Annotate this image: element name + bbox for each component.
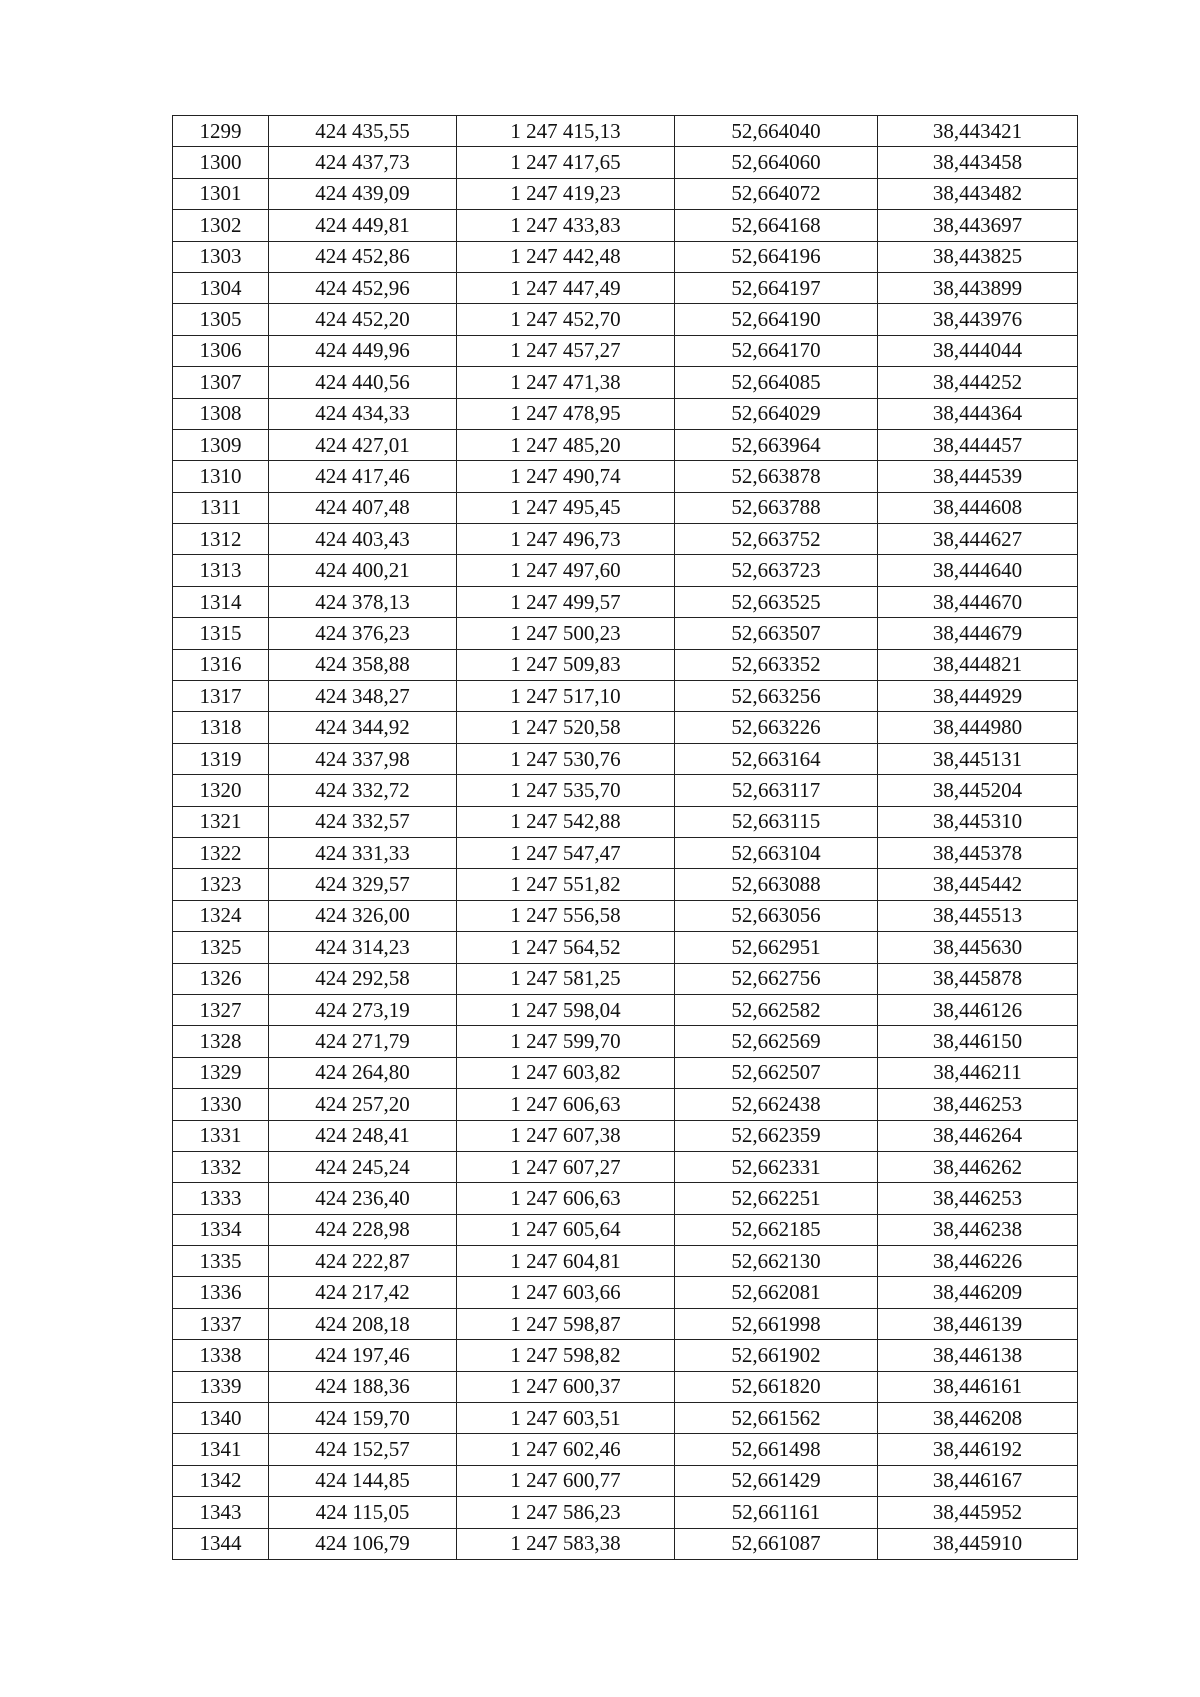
y-coordinate-cell: 1 247 490,74 [457,461,675,492]
x-coordinate-cell: 424 449,81 [269,210,457,241]
longitude-cell: 38,446209 [878,1277,1078,1308]
latitude-cell: 52,661498 [675,1434,878,1465]
table-row [173,147,1078,178]
table-row [173,1340,1078,1371]
table-row [173,743,1078,774]
y-coordinate-cell: 1 247 605,64 [457,1214,675,1245]
table-row [173,1434,1078,1465]
point-number-cell: 1312 [173,524,269,555]
latitude-cell: 52,662130 [675,1246,878,1277]
latitude-cell: 52,661087 [675,1528,878,1559]
latitude-cell: 52,661562 [675,1403,878,1434]
x-coordinate-cell: 424 106,79 [269,1528,457,1559]
table-row [173,1089,1078,1120]
y-coordinate-cell: 1 247 598,82 [457,1340,675,1371]
longitude-cell: 38,444539 [878,461,1078,492]
latitude-cell: 52,663723 [675,555,878,586]
table-row [173,492,1078,523]
point-number-cell: 1328 [173,1026,269,1057]
x-coordinate-cell: 424 337,98 [269,743,457,774]
longitude-cell: 38,445131 [878,743,1078,774]
x-coordinate-cell: 424 452,96 [269,272,457,303]
longitude-cell: 38,443899 [878,272,1078,303]
x-coordinate-cell: 424 245,24 [269,1151,457,1182]
point-number-cell: 1338 [173,1340,269,1371]
table-row [173,116,1078,147]
latitude-cell: 52,663507 [675,618,878,649]
point-number-cell: 1327 [173,994,269,1025]
table-row [173,806,1078,837]
coordinates-table-body [173,116,1078,1560]
y-coordinate-cell: 1 247 433,83 [457,210,675,241]
point-number-cell: 1299 [173,116,269,147]
x-coordinate-cell: 424 417,46 [269,461,457,492]
point-number-cell: 1337 [173,1308,269,1339]
longitude-cell: 38,444364 [878,398,1078,429]
table-row [173,178,1078,209]
coordinates-table [172,115,1078,1560]
point-number-cell: 1344 [173,1528,269,1559]
x-coordinate-cell: 424 434,33 [269,398,457,429]
table-row [173,900,1078,931]
table-row [173,210,1078,241]
point-number-cell: 1308 [173,398,269,429]
x-coordinate-cell: 424 440,56 [269,367,457,398]
y-coordinate-cell: 1 247 600,37 [457,1371,675,1402]
y-coordinate-cell: 1 247 556,58 [457,900,675,931]
y-coordinate-cell: 1 247 583,38 [457,1528,675,1559]
point-number-cell: 1343 [173,1497,269,1528]
x-coordinate-cell: 424 257,20 [269,1089,457,1120]
y-coordinate-cell: 1 247 499,57 [457,586,675,617]
point-number-cell: 1300 [173,147,269,178]
table-row [173,1308,1078,1339]
longitude-cell: 38,446161 [878,1371,1078,1402]
x-coordinate-cell: 424 452,86 [269,241,457,272]
longitude-cell: 38,446126 [878,994,1078,1025]
y-coordinate-cell: 1 247 478,95 [457,398,675,429]
longitude-cell: 38,446238 [878,1214,1078,1245]
longitude-cell: 38,445952 [878,1497,1078,1528]
latitude-cell: 52,661161 [675,1497,878,1528]
point-number-cell: 1301 [173,178,269,209]
x-coordinate-cell: 424 236,40 [269,1183,457,1214]
latitude-cell: 52,663088 [675,869,878,900]
y-coordinate-cell: 1 247 603,51 [457,1403,675,1434]
table-row [173,1057,1078,1088]
latitude-cell: 52,663752 [675,524,878,555]
longitude-cell: 38,444457 [878,429,1078,460]
latitude-cell: 52,664196 [675,241,878,272]
x-coordinate-cell: 424 115,05 [269,1497,457,1528]
latitude-cell: 52,661820 [675,1371,878,1402]
table-row [173,1026,1078,1057]
y-coordinate-cell: 1 247 586,23 [457,1497,675,1528]
y-coordinate-cell: 1 247 457,27 [457,335,675,366]
x-coordinate-cell: 424 159,70 [269,1403,457,1434]
latitude-cell: 52,663226 [675,712,878,743]
longitude-cell: 38,446139 [878,1308,1078,1339]
point-number-cell: 1303 [173,241,269,272]
latitude-cell: 52,663964 [675,429,878,460]
table-row [173,586,1078,617]
point-number-cell: 1336 [173,1277,269,1308]
latitude-cell: 52,663788 [675,492,878,523]
longitude-cell: 38,446264 [878,1120,1078,1151]
table-row [173,963,1078,994]
longitude-cell: 38,443421 [878,116,1078,147]
point-number-cell: 1319 [173,743,269,774]
longitude-cell: 38,444608 [878,492,1078,523]
table-row [173,1465,1078,1496]
x-coordinate-cell: 424 358,88 [269,649,457,680]
table-row [173,1151,1078,1182]
longitude-cell: 38,446226 [878,1246,1078,1277]
latitude-cell: 52,662438 [675,1089,878,1120]
longitude-cell: 38,445310 [878,806,1078,837]
point-number-cell: 1342 [173,1465,269,1496]
y-coordinate-cell: 1 247 607,27 [457,1151,675,1182]
x-coordinate-cell: 424 331,33 [269,837,457,868]
latitude-cell: 52,664072 [675,178,878,209]
point-number-cell: 1314 [173,586,269,617]
y-coordinate-cell: 1 247 535,70 [457,775,675,806]
latitude-cell: 52,662331 [675,1151,878,1182]
point-number-cell: 1305 [173,304,269,335]
y-coordinate-cell: 1 247 599,70 [457,1026,675,1057]
latitude-cell: 52,664029 [675,398,878,429]
table-row [173,932,1078,963]
y-coordinate-cell: 1 247 542,88 [457,806,675,837]
y-coordinate-cell: 1 247 509,83 [457,649,675,680]
point-number-cell: 1304 [173,272,269,303]
point-number-cell: 1332 [173,1151,269,1182]
x-coordinate-cell: 424 228,98 [269,1214,457,1245]
y-coordinate-cell: 1 247 607,38 [457,1120,675,1151]
y-coordinate-cell: 1 247 452,70 [457,304,675,335]
point-number-cell: 1329 [173,1057,269,1088]
x-coordinate-cell: 424 273,19 [269,994,457,1025]
longitude-cell: 38,444670 [878,586,1078,617]
x-coordinate-cell: 424 407,48 [269,492,457,523]
longitude-cell: 38,443976 [878,304,1078,335]
point-number-cell: 1306 [173,335,269,366]
longitude-cell: 38,446167 [878,1465,1078,1496]
y-coordinate-cell: 1 247 500,23 [457,618,675,649]
y-coordinate-cell: 1 247 419,23 [457,178,675,209]
x-coordinate-cell: 424 208,18 [269,1308,457,1339]
latitude-cell: 52,662081 [675,1277,878,1308]
x-coordinate-cell: 424 264,80 [269,1057,457,1088]
x-coordinate-cell: 424 217,42 [269,1277,457,1308]
y-coordinate-cell: 1 247 496,73 [457,524,675,555]
table-row [173,272,1078,303]
longitude-cell: 38,445630 [878,932,1078,963]
x-coordinate-cell: 424 437,73 [269,147,457,178]
latitude-cell: 52,664040 [675,116,878,147]
longitude-cell: 38,445442 [878,869,1078,900]
latitude-cell: 52,661902 [675,1340,878,1371]
longitude-cell: 38,446253 [878,1183,1078,1214]
table-row [173,712,1078,743]
y-coordinate-cell: 1 247 600,77 [457,1465,675,1496]
point-number-cell: 1333 [173,1183,269,1214]
latitude-cell: 52,662756 [675,963,878,994]
table-row [173,1371,1078,1402]
y-coordinate-cell: 1 247 606,63 [457,1089,675,1120]
table-row [173,1214,1078,1245]
table-row [173,1246,1078,1277]
point-number-cell: 1324 [173,900,269,931]
table-row [173,681,1078,712]
x-coordinate-cell: 424 439,09 [269,178,457,209]
latitude-cell: 52,663115 [675,806,878,837]
table-row [173,429,1078,460]
y-coordinate-cell: 1 247 530,76 [457,743,675,774]
point-number-cell: 1325 [173,932,269,963]
x-coordinate-cell: 424 400,21 [269,555,457,586]
longitude-cell: 38,446208 [878,1403,1078,1434]
x-coordinate-cell: 424 152,57 [269,1434,457,1465]
x-coordinate-cell: 424 314,23 [269,932,457,963]
point-number-cell: 1330 [173,1089,269,1120]
longitude-cell: 38,444929 [878,681,1078,712]
longitude-cell: 38,444821 [878,649,1078,680]
x-coordinate-cell: 424 332,72 [269,775,457,806]
latitude-cell: 52,663878 [675,461,878,492]
y-coordinate-cell: 1 247 603,66 [457,1277,675,1308]
y-coordinate-cell: 1 247 547,47 [457,837,675,868]
y-coordinate-cell: 1 247 471,38 [457,367,675,398]
latitude-cell: 52,664170 [675,335,878,366]
table-row [173,869,1078,900]
latitude-cell: 52,664197 [675,272,878,303]
x-coordinate-cell: 424 248,41 [269,1120,457,1151]
latitude-cell: 52,663117 [675,775,878,806]
longitude-cell: 38,443697 [878,210,1078,241]
latitude-cell: 52,662185 [675,1214,878,1245]
latitude-cell: 52,662251 [675,1183,878,1214]
longitude-cell: 38,444627 [878,524,1078,555]
point-number-cell: 1315 [173,618,269,649]
table-row [173,335,1078,366]
y-coordinate-cell: 1 247 581,25 [457,963,675,994]
y-coordinate-cell: 1 247 520,58 [457,712,675,743]
latitude-cell: 52,664085 [675,367,878,398]
y-coordinate-cell: 1 247 485,20 [457,429,675,460]
point-number-cell: 1320 [173,775,269,806]
y-coordinate-cell: 1 247 517,10 [457,681,675,712]
latitude-cell: 52,664060 [675,147,878,178]
longitude-cell: 38,445378 [878,837,1078,868]
x-coordinate-cell: 424 188,36 [269,1371,457,1402]
y-coordinate-cell: 1 247 415,13 [457,116,675,147]
longitude-cell: 38,445513 [878,900,1078,931]
x-coordinate-cell: 424 378,13 [269,586,457,617]
table-row [173,649,1078,680]
x-coordinate-cell: 424 271,79 [269,1026,457,1057]
latitude-cell: 52,661998 [675,1308,878,1339]
x-coordinate-cell: 424 376,23 [269,618,457,649]
longitude-cell: 38,443825 [878,241,1078,272]
longitude-cell: 38,446253 [878,1089,1078,1120]
table-row [173,994,1078,1025]
x-coordinate-cell: 424 449,96 [269,335,457,366]
y-coordinate-cell: 1 247 603,82 [457,1057,675,1088]
y-coordinate-cell: 1 247 598,04 [457,994,675,1025]
point-number-cell: 1331 [173,1120,269,1151]
table-row [173,1183,1078,1214]
point-number-cell: 1341 [173,1434,269,1465]
longitude-cell: 38,446150 [878,1026,1078,1057]
longitude-cell: 38,444252 [878,367,1078,398]
latitude-cell: 52,663056 [675,900,878,931]
x-coordinate-cell: 424 435,55 [269,116,457,147]
latitude-cell: 52,662507 [675,1057,878,1088]
point-number-cell: 1310 [173,461,269,492]
x-coordinate-cell: 424 403,43 [269,524,457,555]
point-number-cell: 1339 [173,1371,269,1402]
latitude-cell: 52,662582 [675,994,878,1025]
point-number-cell: 1318 [173,712,269,743]
latitude-cell: 52,663525 [675,586,878,617]
table-row [173,398,1078,429]
y-coordinate-cell: 1 247 417,65 [457,147,675,178]
y-coordinate-cell: 1 247 447,49 [457,272,675,303]
point-number-cell: 1334 [173,1214,269,1245]
longitude-cell: 38,445204 [878,775,1078,806]
longitude-cell: 38,443458 [878,147,1078,178]
table-row [173,1120,1078,1151]
table-row [173,241,1078,272]
table-row [173,367,1078,398]
latitude-cell: 52,663164 [675,743,878,774]
y-coordinate-cell: 1 247 604,81 [457,1246,675,1277]
point-number-cell: 1317 [173,681,269,712]
point-number-cell: 1313 [173,555,269,586]
latitude-cell: 52,662359 [675,1120,878,1151]
x-coordinate-cell: 424 329,57 [269,869,457,900]
x-coordinate-cell: 424 348,27 [269,681,457,712]
x-coordinate-cell: 424 427,01 [269,429,457,460]
y-coordinate-cell: 1 247 606,63 [457,1183,675,1214]
point-number-cell: 1307 [173,367,269,398]
point-number-cell: 1311 [173,492,269,523]
longitude-cell: 38,446211 [878,1057,1078,1088]
x-coordinate-cell: 424 222,87 [269,1246,457,1277]
latitude-cell: 52,663352 [675,649,878,680]
table-row [173,1277,1078,1308]
table-row [173,304,1078,335]
x-coordinate-cell: 424 326,00 [269,900,457,931]
longitude-cell: 38,446138 [878,1340,1078,1371]
point-number-cell: 1302 [173,210,269,241]
table-row [173,1403,1078,1434]
x-coordinate-cell: 424 144,85 [269,1465,457,1496]
table-row [173,555,1078,586]
longitude-cell: 38,446192 [878,1434,1078,1465]
latitude-cell: 52,663256 [675,681,878,712]
y-coordinate-cell: 1 247 598,87 [457,1308,675,1339]
x-coordinate-cell: 424 344,92 [269,712,457,743]
point-number-cell: 1322 [173,837,269,868]
table-row [173,618,1078,649]
point-number-cell: 1309 [173,429,269,460]
longitude-cell: 38,446262 [878,1151,1078,1182]
y-coordinate-cell: 1 247 564,52 [457,932,675,963]
table-row [173,1497,1078,1528]
latitude-cell: 52,661429 [675,1465,878,1496]
y-coordinate-cell: 1 247 495,45 [457,492,675,523]
x-coordinate-cell: 424 197,46 [269,1340,457,1371]
x-coordinate-cell: 424 452,20 [269,304,457,335]
longitude-cell: 38,445878 [878,963,1078,994]
longitude-cell: 38,444640 [878,555,1078,586]
latitude-cell: 52,663104 [675,837,878,868]
table-row [173,461,1078,492]
y-coordinate-cell: 1 247 497,60 [457,555,675,586]
point-number-cell: 1321 [173,806,269,837]
x-coordinate-cell: 424 292,58 [269,963,457,994]
table-row [173,524,1078,555]
point-number-cell: 1335 [173,1246,269,1277]
table-row [173,775,1078,806]
y-coordinate-cell: 1 247 442,48 [457,241,675,272]
latitude-cell: 52,662569 [675,1026,878,1057]
latitude-cell: 52,664190 [675,304,878,335]
point-number-cell: 1340 [173,1403,269,1434]
y-coordinate-cell: 1 247 551,82 [457,869,675,900]
point-number-cell: 1326 [173,963,269,994]
table-row [173,837,1078,868]
y-coordinate-cell: 1 247 602,46 [457,1434,675,1465]
point-number-cell: 1323 [173,869,269,900]
point-number-cell: 1316 [173,649,269,680]
table-row [173,1528,1078,1559]
longitude-cell: 38,444980 [878,712,1078,743]
longitude-cell: 38,444679 [878,618,1078,649]
longitude-cell: 38,443482 [878,178,1078,209]
latitude-cell: 52,662951 [675,932,878,963]
latitude-cell: 52,664168 [675,210,878,241]
longitude-cell: 38,444044 [878,335,1078,366]
longitude-cell: 38,445910 [878,1528,1078,1559]
x-coordinate-cell: 424 332,57 [269,806,457,837]
